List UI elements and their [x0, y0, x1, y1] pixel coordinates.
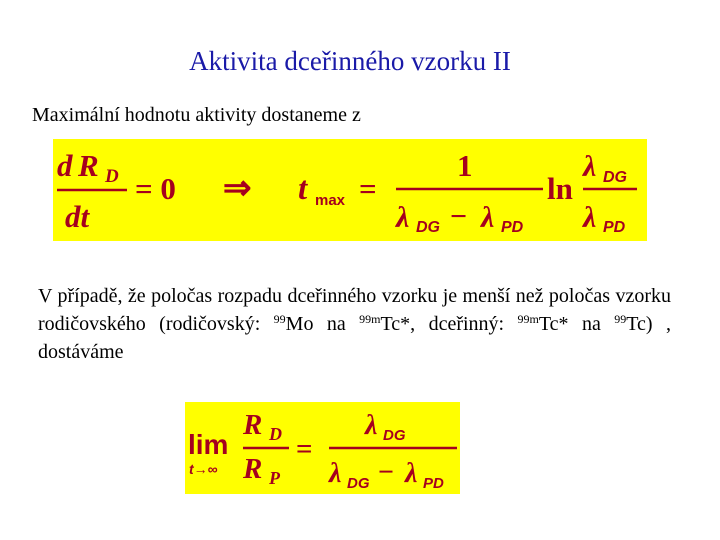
eq2-lambda-1-sub: DG [347, 475, 370, 492]
eq1-t: t [298, 171, 308, 207]
equation-limit-svg [185, 402, 460, 494]
eq1-R: R [78, 148, 99, 183]
para-sup-1: 99 [273, 312, 286, 326]
equation-limit [185, 402, 460, 494]
eq2-lim-sub: t→∞ [189, 461, 218, 477]
eq2-lambda-1: λ [329, 458, 342, 489]
para-part-4: Tc* na [538, 313, 615, 335]
eq1-lambda-1-sub: DG [416, 219, 440, 236]
eq1-lambda-4: λ [583, 201, 597, 234]
eq1-minus: − [450, 200, 468, 233]
para-part-3: Tc*, dceřinný: [380, 313, 518, 335]
eq1-R-sub: D [105, 166, 119, 187]
implies-symbol: ⇒ [223, 170, 252, 207]
eq2-eq: = [296, 433, 313, 465]
eq2-lambda-top: λ [365, 410, 378, 441]
explanation-paragraph [38, 282, 671, 366]
eq1-dt: dt [65, 199, 90, 234]
eq1-lambda-2: λ [481, 201, 495, 234]
eq2-R-bottom-sub: P [269, 468, 280, 488]
eq1-lambda-4-sub: PD [603, 219, 626, 236]
eq2-minus: − [378, 457, 394, 488]
eq2-lambda-2-sub: PD [423, 475, 444, 492]
intro-text: Maximální hodnotu aktivity dostaneme z [32, 104, 361, 126]
eq2-lim: lim [188, 429, 229, 460]
para-part-1: V případě, že poločas rozpadu dceřinného vzorku je menší než poločas vzorku rodičovského (rodičovský: [38, 285, 671, 335]
eq2-R-top: R [243, 409, 263, 441]
eq1-lambda-3-sub: DG [603, 169, 627, 186]
para-sup-3: 99m [517, 312, 539, 326]
eq1-d-top: d [57, 148, 73, 183]
para-sup-2: 99m [359, 312, 381, 326]
eq2-R-top-sub: D [269, 424, 282, 444]
para-part-5: Tc) , dostáváme [38, 313, 671, 363]
equation-max-time [53, 139, 647, 241]
slide-title: Aktivita dceřinného vzorku II [189, 46, 511, 76]
eq1-lambda-1: λ [396, 201, 410, 234]
eq1-equals-zero: = 0 [135, 171, 176, 206]
eq1-t-sub: max [315, 192, 346, 209]
eq1-lambda-3: λ [583, 150, 597, 183]
eq2-lambda-2: λ [405, 458, 418, 489]
para-sup-4: 99 [614, 312, 627, 326]
eq2-R-bottom: R [243, 453, 263, 485]
eq1-ln: ln [547, 171, 573, 206]
eq1-eq: = [359, 171, 377, 206]
equation-max-time-svg [53, 139, 647, 241]
eq1-lambda-2-sub: PD [501, 219, 524, 236]
eq1-one: 1 [457, 148, 473, 183]
para-part-2: Mo na [285, 313, 360, 335]
eq2-lambda-top-sub: DG [383, 427, 406, 444]
